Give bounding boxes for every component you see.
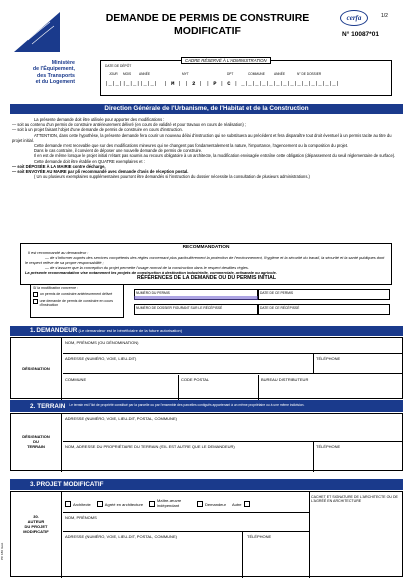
section2-body <box>10 413 403 471</box>
references-option-permit[interactable] <box>33 292 121 297</box>
approved-label: Agréé en architecture <box>104 501 144 507</box>
ministry-line: de l'Équipement, <box>32 66 75 73</box>
section3-side-line: MODIFICATIF <box>23 529 49 534</box>
recommendation-title: RECOMMANDATION <box>182 245 230 250</box>
master-builder-checkbox[interactable] <box>149 501 155 507</box>
section3-title: PROJET MODIFICATIF <box>36 481 104 488</box>
section2-side-label <box>13 434 59 450</box>
section1-number: 1. <box>30 327 36 334</box>
applicant-address-label: ADRESSE (NUMÉRO, VOIE, LIEU-DIT) <box>65 356 137 361</box>
section1-side-label: DÉSIGNATION <box>22 366 50 371</box>
section2-header <box>10 400 403 412</box>
applicant-office-label: BUREAU DISTRIBUTEUR <box>261 377 309 382</box>
admin-col-dpt: DPT <box>227 72 234 76</box>
admin-boxes-row <box>105 80 387 90</box>
admin-col-mois: MOIS <box>123 72 132 76</box>
intro-line: — soit DÉPOSÉE À LA MAIRIE contre décharge, <box>12 163 106 169</box>
direction-text: Direction Générale de l'Urbanisme, de l'Habitat et de la Construction <box>104 105 309 112</box>
footer-code: PC 180 mod. <box>0 542 4 560</box>
author-name-label: NOM, PRÉNOMS <box>65 515 97 520</box>
receipt-date-field[interactable] <box>258 304 390 315</box>
architect-label: Architecte <box>73 501 91 507</box>
section2-side-line: DÉSIGNATION <box>22 434 50 439</box>
architect-checkbox[interactable] <box>65 501 71 507</box>
author-phone-label: TÉLÉPHONE <box>247 534 272 539</box>
recommendation-line: Il est recommandé au demandeur : <box>28 250 89 255</box>
intro-line: La présente demande doit être utilisée pour apporter des modifications : <box>34 117 165 122</box>
date-boxes[interactable]: |_|_| <box>105 80 123 87</box>
admin-col-jour: JOUR <box>109 72 118 76</box>
master-builder-label: Maître-œuvre indépendant <box>157 498 182 508</box>
admin-pc-box: | P | C | <box>206 80 238 87</box>
admin-col-dossier: N° DE DOSSIER <box>297 72 322 76</box>
section3-body <box>10 491 403 577</box>
section2-subtitle: Le terrain est l'îlot de propriété constitué par la parcelle ou par l'ensemble des parcelles contiguës appartenant à un même propriétaire ou à une même indivision. <box>69 403 305 408</box>
applicant-checkbox[interactable] <box>197 501 203 507</box>
section3-header <box>10 479 403 490</box>
ministry-line: et du Logement <box>35 79 75 86</box>
ministry-line: des Transports <box>37 72 75 79</box>
request-checkbox[interactable] <box>33 299 38 304</box>
section2-side-line: DU <box>33 439 39 445</box>
recommendation-line: La présente recommandation vise notamment les projets de construction à destination industrielle, commerciale, artisanale ou agricole. <box>25 269 277 275</box>
section3-side-line: DU PROJET <box>24 524 48 529</box>
recommendation-line: — de s'assurer que la conception du projet permette l'usage normal de la construction dans le respect desdites règles. <box>45 264 249 270</box>
admin-m-box: | M | <box>164 80 182 87</box>
author-options <box>65 497 315 511</box>
intro-line: — soit au contenu d'un permis de construire antérieurement délivré (en cours de validité et pour travaux en cours de réalisation) ; <box>12 122 247 128</box>
intro-line: Dans le cas contraire, il convient de déposer une nouvelle demande de permis de construire. <box>34 148 203 154</box>
intro-text <box>12 117 401 179</box>
author-phone-field[interactable] <box>243 532 309 578</box>
references-option-request[interactable] <box>33 299 121 307</box>
section2-divider <box>61 414 62 472</box>
section1-body <box>10 337 403 399</box>
file-number-label: NUMÉRO DE DOSSIER FIGURANT SUR LE RÉCÉPISSÉ <box>136 305 223 310</box>
permit-date-field[interactable] <box>258 289 390 300</box>
author-address-field[interactable] <box>63 532 243 578</box>
ministry-logo <box>10 10 62 54</box>
land-owner-field[interactable] <box>63 442 314 472</box>
dossier-boxes[interactable]: _|_|_|_|_| <box>304 80 340 87</box>
section2-side-line: TERRAIN <box>27 444 45 450</box>
admin-2-box: | 2 | <box>185 80 203 87</box>
permit-date-label: DATE DE CE PERMIS <box>260 290 294 295</box>
applicant-commune-field[interactable] <box>63 375 179 400</box>
form-title-line2: MODIFICATIF <box>174 24 241 37</box>
references-option1-label: un permis de construire antérieurement délivré <box>40 292 113 296</box>
intro-line: Cette demande doit être établie en QUATRE exemplaires et : <box>34 158 145 164</box>
land-phone-field[interactable] <box>314 442 402 472</box>
section3-side-line: 30. <box>33 514 39 519</box>
stamp-label: CACHET ET SIGNATURE DE L'ARCHITECTE OU DE L'AGRÉÉ EN ARCHITECTURE <box>311 495 398 504</box>
section1-divider <box>61 338 62 400</box>
section3-side-line: AUTEUR <box>27 519 45 524</box>
annee-boxes[interactable]: _|_| <box>290 80 305 87</box>
permit-checkbox[interactable] <box>33 292 38 297</box>
applicant-name-label: NOM, PRÉNOMS (OU DÉNOMINATION) <box>65 340 139 345</box>
permit-number-shading <box>134 296 258 300</box>
section3-divider <box>61 492 62 578</box>
intro-line: — soit ENVOYÉE AU MAIRE par pli recommandé avec demande d'avis de réception postal. <box>12 168 189 174</box>
admin-depot-label: DATE DE DÉPÔT <box>105 64 132 68</box>
approved-checkbox[interactable] <box>97 501 103 507</box>
author-address-label: ADRESSE (NUMÉRO, VOIE, LIEU-DIT, POSTAL, COMMUNE) <box>65 534 177 539</box>
references-if-label: Si la modification concerne : <box>33 286 78 290</box>
file-number-field[interactable] <box>134 304 258 315</box>
applicant-address-field[interactable] <box>63 354 314 374</box>
section1-subtitle: (Le demandeur est le bénéficiaire de la future autorisation) <box>78 328 183 333</box>
section2-number: 2. <box>30 402 36 410</box>
intro-line: Il en est de même lorsque le projet initial n'étant pas soumis au recours obligatoire à un architecte, la modification envisagée entraîne cette obligation (dépassement du seuil réglementaire de surface). <box>34 153 396 159</box>
intro-line: ( Un ou plusieurs exemplaires supplémentaires pourront être demandés si l'instruction du dossier nécessite la consultation de plusieurs administrations.) <box>34 174 310 180</box>
land-phone-label: TÉLÉPHONE <box>316 444 341 449</box>
intro-line: — soit à un projet faisant l'objet d'une demande de permis de construire en cours d'instruction. <box>12 127 183 133</box>
applicant-postal-label: CODE POSTAL <box>181 377 210 382</box>
admin-col-annee2: ANNÉE <box>274 72 285 76</box>
references-title: RÉFÉRENCES DE LA DEMANDE OU DU PERMIS INITIAL <box>136 275 276 281</box>
intro-line: Cette demande n'est recevable que sur des modifications mineures qui ne changent pas fondamentalement la nature, l'importance, l'agencement ou la composition du projet. <box>34 142 349 148</box>
ministry-line: Ministère <box>51 60 75 66</box>
section3-side-label <box>13 514 59 534</box>
other-checkbox[interactable] <box>244 501 250 507</box>
land-address-field[interactable] <box>63 414 402 442</box>
dpt-boxes[interactable]: _|_|_| <box>241 80 263 87</box>
commune-boxes[interactable]: _|_|_|_| <box>262 80 291 87</box>
direction-banner <box>10 104 403 114</box>
applicant-commune-label: COMMUNE <box>65 377 87 382</box>
date-boxes[interactable]: |_|_| <box>140 80 158 87</box>
section1-header <box>10 326 403 336</box>
author-name-field[interactable] <box>63 512 309 532</box>
cerfa-logo: cerfa <box>340 10 368 26</box>
admin-title: CADRE RÉSERVÉ À L'ADMINISTRATION <box>181 57 271 64</box>
section1-title: DEMANDEUR <box>36 327 78 334</box>
form-title-line1: DEMANDE DE PERMIS DE CONSTRUIRE <box>105 12 310 24</box>
admin-col-commune: COMMUNE <box>248 72 265 76</box>
applicant-postal-field[interactable] <box>179 375 259 400</box>
references-box <box>30 284 390 318</box>
form-title <box>80 12 335 37</box>
section3-number: 3. <box>30 481 36 488</box>
stamp-area[interactable] <box>309 492 310 578</box>
land-owner-label: NOM, ADRESSE DU PROPRIÉTAIRE DU TERRAIN (S'IL EST AUTRE QUE LE DEMANDEUR) <box>65 444 235 449</box>
admin-col-myt: MYT <box>182 72 189 76</box>
form-number: N° 10087*01 <box>342 31 379 38</box>
recommendation-line: — de s'informer auprès des services compétents des règles concernant plus particulièrement la protection de l'environnement, l'hygiène et la sécurité du travail, la sécurité et la santé publiques dont le respect relève de sa propre responsabilité ; <box>25 254 385 265</box>
references-option2-label: une demande de permis de construire en cours d'instruction <box>39 299 113 308</box>
permit-number-label: NUMÉRO DU PERMIS <box>136 290 170 295</box>
other-label: Autre <box>231 501 242 507</box>
applicant-office-field[interactable] <box>259 375 402 400</box>
intro-line: ATTENTION, dans cette hypothèse, la présente demande fera courir un nouveau délai d'instruction qui se substituera au précédent et fera disparaître tout droit éventuel à un permis tacite au titre du projet initial. <box>12 132 392 143</box>
applicant-label: Demandeur <box>205 501 226 507</box>
applicant-phone-field[interactable] <box>314 354 402 374</box>
admin-frame <box>100 60 392 96</box>
date-boxes[interactable]: |_|_| <box>122 80 141 87</box>
page-number: 1/2 <box>381 13 388 19</box>
references-options <box>30 284 124 318</box>
receipt-date-label: DATE DE CE RÉCÉPISSÉ <box>260 305 300 310</box>
ministry-name <box>17 60 75 85</box>
admin-col-annee: ANNÉE <box>139 72 150 76</box>
land-address-label: ADRESSE (NUMÉRO, VOIE, LIEU-DIT, POSTAL, COMMUNE) <box>65 416 177 421</box>
applicant-name-field[interactable] <box>63 338 402 354</box>
applicant-phone-label: TÉLÉPHONE <box>316 356 341 361</box>
section2-title: TERRAIN <box>37 402 66 410</box>
